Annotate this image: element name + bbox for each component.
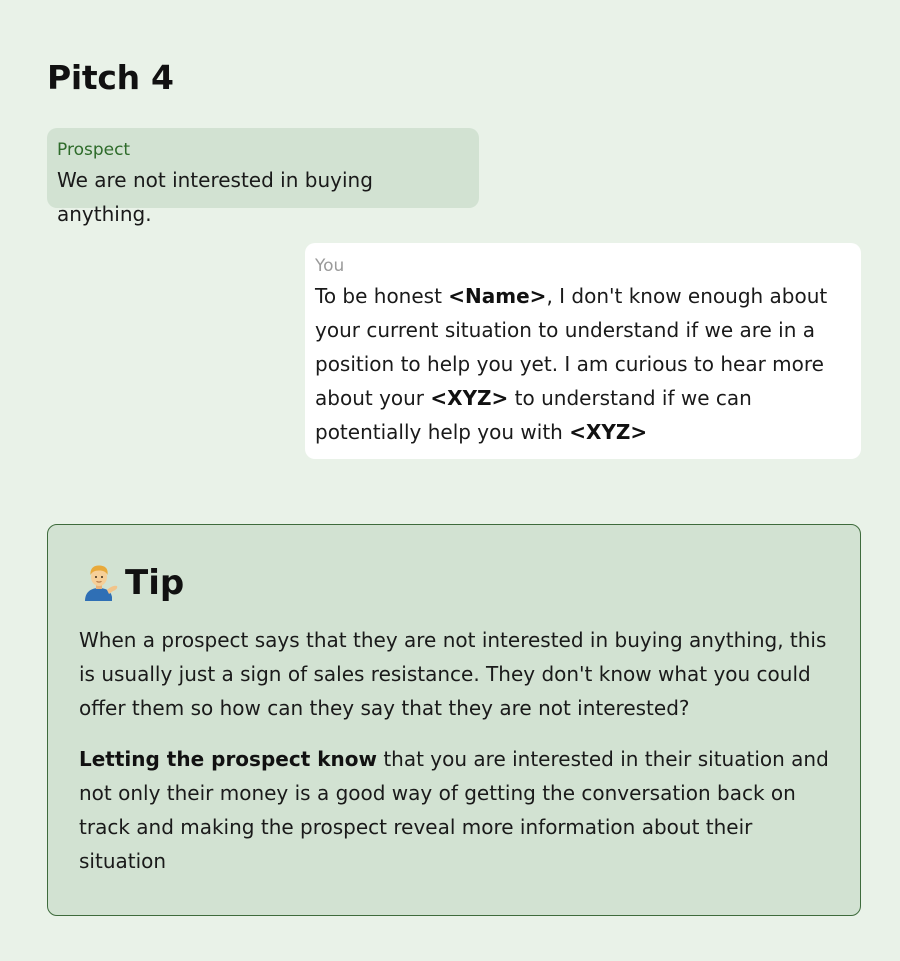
xyz-placeholder-token: <XYZ> [569,420,648,444]
tip-paragraph-2 [79,742,829,878]
page-title: Pitch 4 [47,58,174,97]
prospect-message-text: We are not interested in buying anything. [57,168,373,226]
you-speaker-label: You [315,256,345,276]
person-tipping-hand-icon [79,563,119,603]
tip-box [47,524,861,916]
name-placeholder-token: <Name> [448,284,547,308]
xyz-placeholder-token: <XYZ> [430,386,509,410]
prospect-message-bubble [47,128,479,226]
prospect-speaker-label: Prospect [57,140,131,160]
you-message-part-3: to understand if we can potentially help you with [315,386,752,444]
tip-header [79,561,829,605]
tip-paragraph-2-rest: that you are interested in their situation and not only their money is a good way of getting the conversation back on track and making the prospect reveal more information about their situation [79,747,829,873]
you-message-bubble [305,243,861,459]
tip-paragraph-2-bold: Letting the prospect know [79,747,377,771]
you-message-part-1: To be honest [315,284,449,308]
you-message-text [315,279,851,449]
tip-title: Tip [125,563,185,603]
tip-paragraph-1: When a prospect says that they are not interested in buying anything, this is usually just a sign of sales resistance. They don't know what you could offer them so how can they say that they are not interested? [79,628,827,720]
you-message-part-2: , I don't know enough about your current situation to understand if we are in a position to help you yet. I am curious to hear more about your [315,284,828,410]
